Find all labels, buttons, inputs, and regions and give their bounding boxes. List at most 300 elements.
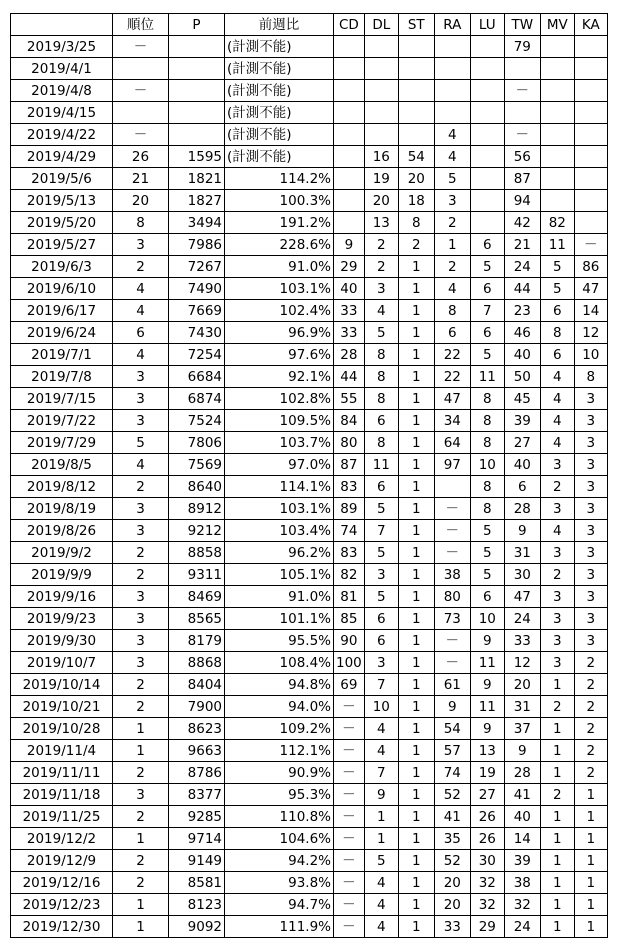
ra-cell (434, 36, 470, 58)
points-cell: 9212 (169, 520, 225, 542)
lu-cell (470, 124, 504, 146)
points-cell: 9663 (169, 740, 225, 762)
st-cell: 1 (398, 586, 434, 608)
table-row (11, 828, 608, 850)
header-row (11, 14, 608, 36)
st-cell: 1 (398, 806, 434, 828)
cd-cell: 81 (334, 586, 365, 608)
rank-cell: 3 (113, 498, 169, 520)
points-cell: 8640 (169, 476, 225, 498)
table-row (11, 432, 608, 454)
cd-cell (334, 102, 365, 124)
dl-cell: 3 (364, 278, 398, 300)
rank-cell: 2 (113, 564, 169, 586)
rank-cell: 2 (113, 872, 169, 894)
table-row (11, 322, 608, 344)
st-cell (398, 102, 434, 124)
table-row (11, 916, 608, 938)
ra-cell: － (434, 520, 470, 542)
rank-cell: 2 (113, 850, 169, 872)
ra-cell: 52 (434, 784, 470, 806)
date-cell: 2019/7/22 (11, 410, 113, 432)
dl-cell: 7 (364, 762, 398, 784)
ra-cell: 35 (434, 828, 470, 850)
date-cell: 2019/11/4 (11, 740, 113, 762)
rank-cell: 1 (113, 828, 169, 850)
ka-cell: 3 (574, 586, 607, 608)
st-cell: 54 (398, 146, 434, 168)
lu-cell: 8 (470, 476, 504, 498)
st-cell: 1 (398, 300, 434, 322)
table-row (11, 344, 608, 366)
points-cell: 7267 (169, 256, 225, 278)
week-ratio-cell: 93.8% (225, 872, 334, 894)
st-cell: 1 (398, 454, 434, 476)
week-ratio-cell: 102.8% (225, 388, 334, 410)
points-cell: 1595 (169, 146, 225, 168)
st-cell: 1 (398, 388, 434, 410)
table-row (11, 894, 608, 916)
ka-cell: 1 (574, 850, 607, 872)
tw-cell: 14 (504, 828, 540, 850)
cd-cell: 33 (334, 300, 365, 322)
points-cell: 7669 (169, 300, 225, 322)
dl-cell: 5 (364, 322, 398, 344)
st-cell: 1 (398, 366, 434, 388)
date-cell: 2019/8/26 (11, 520, 113, 542)
dl-cell: 5 (364, 498, 398, 520)
points-cell: 9714 (169, 828, 225, 850)
rank-cell: 3 (113, 608, 169, 630)
points-cell: 6684 (169, 366, 225, 388)
tw-cell: 45 (504, 388, 540, 410)
table-row (11, 102, 608, 124)
ra-cell: 47 (434, 388, 470, 410)
ra-cell: － (434, 630, 470, 652)
mv-cell: 82 (540, 212, 574, 234)
dl-cell: 8 (364, 344, 398, 366)
points-cell: 9285 (169, 806, 225, 828)
date-cell: 2019/6/24 (11, 322, 113, 344)
dl-cell: 19 (364, 168, 398, 190)
dl-cell: 8 (364, 366, 398, 388)
mv-cell: 4 (540, 388, 574, 410)
mv-cell (540, 168, 574, 190)
rank-cell: 3 (113, 784, 169, 806)
points-cell: 8858 (169, 542, 225, 564)
dl-cell: 1 (364, 828, 398, 850)
cd-cell: 29 (334, 256, 365, 278)
date-cell: 2019/9/23 (11, 608, 113, 630)
date-cell: 2019/12/9 (11, 850, 113, 872)
date-cell: 2019/5/27 (11, 234, 113, 256)
dl-cell: 5 (364, 850, 398, 872)
ra-cell: 9 (434, 696, 470, 718)
tw-cell: 24 (504, 256, 540, 278)
points-cell: 8786 (169, 762, 225, 784)
date-cell: 2019/7/8 (11, 366, 113, 388)
tw-cell: 31 (504, 696, 540, 718)
lu-cell: 19 (470, 762, 504, 784)
tw-cell: 46 (504, 322, 540, 344)
dl-cell (364, 124, 398, 146)
ra-cell: 5 (434, 168, 470, 190)
rank-cell: 5 (113, 432, 169, 454)
week-ratio-cell: 97.6% (225, 344, 334, 366)
rank-cell: 3 (113, 410, 169, 432)
dl-cell: 1 (364, 806, 398, 828)
cd-cell: 82 (334, 564, 365, 586)
week-ratio-cell: (計測不能) (225, 124, 334, 146)
ra-cell: 52 (434, 850, 470, 872)
week-ratio-cell: 103.4% (225, 520, 334, 542)
lu-cell (470, 36, 504, 58)
tw-cell: 27 (504, 432, 540, 454)
cd-cell: 55 (334, 388, 365, 410)
dl-cell: 20 (364, 190, 398, 212)
table-row (11, 80, 608, 102)
tw-cell: 9 (504, 520, 540, 542)
lu-cell: 8 (470, 498, 504, 520)
ka-cell: 2 (574, 696, 607, 718)
table-row (11, 872, 608, 894)
table-row (11, 674, 608, 696)
week-ratio-cell: (計測不能) (225, 36, 334, 58)
tw-cell: 94 (504, 190, 540, 212)
week-ratio-cell: 103.1% (225, 498, 334, 520)
table-row (11, 124, 608, 146)
table-row (11, 784, 608, 806)
mv-cell: 1 (540, 850, 574, 872)
cd-cell: － (334, 718, 365, 740)
table-row (11, 58, 608, 80)
date-cell: 2019/12/2 (11, 828, 113, 850)
dl-cell: 6 (364, 630, 398, 652)
cd-cell: 100 (334, 652, 365, 674)
tw-cell: 23 (504, 300, 540, 322)
cd-cell: 69 (334, 674, 365, 696)
cd-cell (334, 212, 365, 234)
ra-cell: 2 (434, 256, 470, 278)
points-cell (169, 58, 225, 80)
dl-cell: 6 (364, 476, 398, 498)
ka-cell: 1 (574, 784, 607, 806)
lu-cell: 9 (470, 630, 504, 652)
ka-cell: 3 (574, 608, 607, 630)
ka-cell (574, 168, 607, 190)
week-ratio-cell: 228.6% (225, 234, 334, 256)
points-cell: 7524 (169, 410, 225, 432)
week-ratio-cell: 101.1% (225, 608, 334, 630)
cd-cell: 84 (334, 410, 365, 432)
date-cell: 2019/11/25 (11, 806, 113, 828)
header-tw: TW (504, 14, 540, 36)
ra-cell (434, 58, 470, 80)
mv-cell: 1 (540, 740, 574, 762)
ra-cell: 20 (434, 894, 470, 916)
dl-cell (364, 58, 398, 80)
points-cell: 8404 (169, 674, 225, 696)
lu-cell: 6 (470, 586, 504, 608)
ka-cell: 2 (574, 762, 607, 784)
rank-cell: 1 (113, 916, 169, 938)
dl-cell: 16 (364, 146, 398, 168)
table-row (11, 234, 608, 256)
mv-cell: 6 (540, 300, 574, 322)
st-cell: 1 (398, 256, 434, 278)
st-cell: 1 (398, 652, 434, 674)
points-cell: 7806 (169, 432, 225, 454)
tw-cell: 39 (504, 850, 540, 872)
dl-cell: 4 (364, 894, 398, 916)
ka-cell (574, 146, 607, 168)
date-cell: 2019/3/25 (11, 36, 113, 58)
ka-cell: 1 (574, 894, 607, 916)
cd-cell: － (334, 872, 365, 894)
points-cell: 7986 (169, 234, 225, 256)
rank-cell: 4 (113, 454, 169, 476)
rank-cell: 2 (113, 256, 169, 278)
ka-cell: 1 (574, 828, 607, 850)
ra-cell: － (434, 542, 470, 564)
mv-cell: 3 (540, 542, 574, 564)
rank-cell: － (113, 36, 169, 58)
ka-cell: 3 (574, 388, 607, 410)
dl-cell: 2 (364, 234, 398, 256)
week-ratio-cell: 103.7% (225, 432, 334, 454)
lu-cell: 7 (470, 300, 504, 322)
ra-cell: 73 (434, 608, 470, 630)
rank-cell (113, 102, 169, 124)
lu-cell (470, 80, 504, 102)
mv-cell (540, 36, 574, 58)
table-row (11, 586, 608, 608)
st-cell (398, 36, 434, 58)
dl-cell: 7 (364, 520, 398, 542)
week-ratio-cell: 92.1% (225, 366, 334, 388)
mv-cell (540, 190, 574, 212)
st-cell: 1 (398, 828, 434, 850)
cd-cell: 85 (334, 608, 365, 630)
tw-cell (504, 102, 540, 124)
mv-cell: 4 (540, 410, 574, 432)
week-ratio-cell: 95.5% (225, 630, 334, 652)
st-cell: 1 (398, 322, 434, 344)
mv-cell: 1 (540, 872, 574, 894)
ka-cell: 3 (574, 630, 607, 652)
dl-cell: 3 (364, 564, 398, 586)
rank-cell: 20 (113, 190, 169, 212)
lu-cell: 10 (470, 608, 504, 630)
cd-cell: － (334, 828, 365, 850)
st-cell: 1 (398, 740, 434, 762)
dl-cell (364, 36, 398, 58)
dl-cell: 8 (364, 432, 398, 454)
ka-cell: 14 (574, 300, 607, 322)
cd-cell: － (334, 784, 365, 806)
points-cell: 7900 (169, 696, 225, 718)
st-cell: 18 (398, 190, 434, 212)
st-cell: 1 (398, 498, 434, 520)
st-cell (398, 58, 434, 80)
lu-cell: 8 (470, 388, 504, 410)
mv-cell: 2 (540, 476, 574, 498)
ka-cell: 3 (574, 564, 607, 586)
date-cell: 2019/10/7 (11, 652, 113, 674)
points-cell (169, 80, 225, 102)
lu-cell: 9 (470, 718, 504, 740)
ka-cell: － (574, 234, 607, 256)
points-cell: 9311 (169, 564, 225, 586)
points-cell: 3494 (169, 212, 225, 234)
rank-cell: 4 (113, 344, 169, 366)
mv-cell: 3 (540, 454, 574, 476)
ra-cell: 4 (434, 278, 470, 300)
table-row (11, 410, 608, 432)
mv-cell (540, 102, 574, 124)
week-ratio-cell: 112.1% (225, 740, 334, 762)
lu-cell: 6 (470, 234, 504, 256)
date-cell: 2019/9/2 (11, 542, 113, 564)
points-cell: 8179 (169, 630, 225, 652)
tw-cell: 28 (504, 762, 540, 784)
date-cell: 2019/12/30 (11, 916, 113, 938)
rank-cell: － (113, 124, 169, 146)
lu-cell: 6 (470, 278, 504, 300)
tw-cell: 38 (504, 872, 540, 894)
mv-cell: 1 (540, 718, 574, 740)
tw-cell: 47 (504, 586, 540, 608)
st-cell: 1 (398, 564, 434, 586)
cd-cell (334, 124, 365, 146)
mv-cell: 3 (540, 652, 574, 674)
cd-cell: 89 (334, 498, 365, 520)
points-cell: 6874 (169, 388, 225, 410)
points-cell: 8123 (169, 894, 225, 916)
date-cell: 2019/7/15 (11, 388, 113, 410)
date-cell: 2019/12/23 (11, 894, 113, 916)
lu-cell (470, 168, 504, 190)
header-points: P (169, 14, 225, 36)
rank-cell: 3 (113, 520, 169, 542)
dl-cell: 10 (364, 696, 398, 718)
cd-cell (334, 36, 365, 58)
week-ratio-cell: 111.9% (225, 916, 334, 938)
st-cell: 1 (398, 784, 434, 806)
week-ratio-cell: (計測不能) (225, 58, 334, 80)
cd-cell: 28 (334, 344, 365, 366)
cd-cell: － (334, 762, 365, 784)
mv-cell: 8 (540, 322, 574, 344)
ka-cell: 1 (574, 806, 607, 828)
ka-cell: 3 (574, 410, 607, 432)
lu-cell: 5 (470, 542, 504, 564)
st-cell: 1 (398, 630, 434, 652)
date-cell: 2019/4/29 (11, 146, 113, 168)
week-ratio-cell: 94.8% (225, 674, 334, 696)
tw-cell: 33 (504, 630, 540, 652)
table-row (11, 476, 608, 498)
cd-cell: 90 (334, 630, 365, 652)
ka-cell: 1 (574, 872, 607, 894)
ka-cell: 3 (574, 542, 607, 564)
mv-cell (540, 124, 574, 146)
tw-cell: － (504, 80, 540, 102)
points-cell: 8623 (169, 718, 225, 740)
tw-cell: 42 (504, 212, 540, 234)
cd-cell: － (334, 696, 365, 718)
table-row (11, 190, 608, 212)
mv-cell (540, 58, 574, 80)
date-cell: 2019/6/17 (11, 300, 113, 322)
st-cell: 1 (398, 718, 434, 740)
rank-cell: 3 (113, 652, 169, 674)
cd-cell: 9 (334, 234, 365, 256)
week-ratio-cell: 94.2% (225, 850, 334, 872)
table-row (11, 36, 608, 58)
points-cell: 7430 (169, 322, 225, 344)
header-ka: KA (574, 14, 607, 36)
dl-cell: 7 (364, 674, 398, 696)
ra-cell: 57 (434, 740, 470, 762)
cd-cell: － (334, 740, 365, 762)
lu-cell: 30 (470, 850, 504, 872)
mv-cell: 4 (540, 366, 574, 388)
week-ratio-cell: 103.1% (225, 278, 334, 300)
tw-cell: 12 (504, 652, 540, 674)
week-ratio-cell: 104.6% (225, 828, 334, 850)
week-ratio-cell: 191.2% (225, 212, 334, 234)
cd-cell (334, 168, 365, 190)
points-cell: 8912 (169, 498, 225, 520)
rank-cell: 4 (113, 278, 169, 300)
ka-cell: 86 (574, 256, 607, 278)
cd-cell (334, 190, 365, 212)
st-cell: 1 (398, 410, 434, 432)
lu-cell (470, 58, 504, 80)
tw-cell: 56 (504, 146, 540, 168)
points-cell: 9149 (169, 850, 225, 872)
ka-cell: 3 (574, 476, 607, 498)
cd-cell (334, 146, 365, 168)
rank-cell: 2 (113, 476, 169, 498)
week-ratio-cell: 96.9% (225, 322, 334, 344)
rank-cell: 2 (113, 762, 169, 784)
week-ratio-cell: 109.5% (225, 410, 334, 432)
rank-cell: 1 (113, 718, 169, 740)
ka-cell: 2 (574, 718, 607, 740)
points-cell: 8565 (169, 608, 225, 630)
st-cell: 1 (398, 850, 434, 872)
ra-cell: 74 (434, 762, 470, 784)
mv-cell: 1 (540, 894, 574, 916)
mv-cell: 5 (540, 256, 574, 278)
points-cell: 8469 (169, 586, 225, 608)
week-ratio-cell: 109.2% (225, 718, 334, 740)
header-st: ST (398, 14, 434, 36)
date-cell: 2019/7/1 (11, 344, 113, 366)
lu-cell: 5 (470, 344, 504, 366)
dl-cell (364, 80, 398, 102)
dl-cell: 4 (364, 916, 398, 938)
date-cell: 2019/11/18 (11, 784, 113, 806)
ra-cell: 4 (434, 146, 470, 168)
table-row (11, 718, 608, 740)
date-cell: 2019/7/29 (11, 432, 113, 454)
st-cell: 20 (398, 168, 434, 190)
mv-cell (540, 146, 574, 168)
rank-cell: 1 (113, 740, 169, 762)
